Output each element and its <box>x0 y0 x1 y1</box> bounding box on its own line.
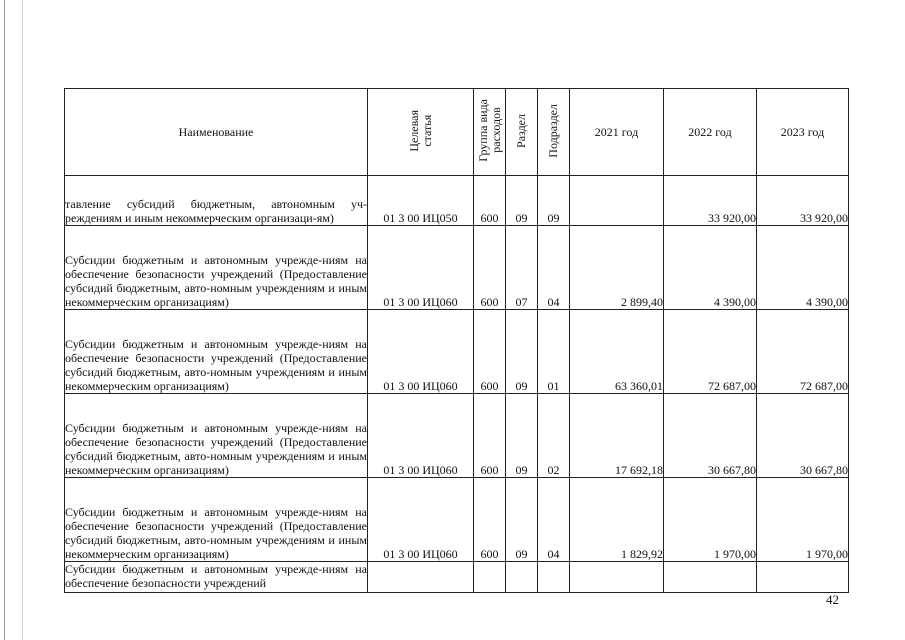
scan-edge <box>4 0 5 640</box>
row-subsection: 02 <box>538 394 570 478</box>
row-subsection: 04 <box>538 478 570 562</box>
row-section: 09 <box>506 478 538 562</box>
header-subsection: Подраздел <box>538 89 570 176</box>
row-expense-group: 600 <box>474 478 506 562</box>
row-2021: 1 829,92 <box>570 478 664 562</box>
budget-table <box>64 88 849 593</box>
row-section: 09 <box>506 394 538 478</box>
row-name: Субсидии бюджетным и автономным учрежде-ниям на обеспечение безопасности учреждений (Предоставление субсидий бюджетным, авто-номным учреждениям и иным некоммерческим организациям) <box>65 226 368 310</box>
header-2021: 2021 год <box>570 89 664 176</box>
row-2023: 4 390,00 <box>757 226 849 310</box>
row-section: 09 <box>506 176 538 226</box>
header-2022: 2022 год <box>664 89 757 176</box>
table-row <box>65 226 849 310</box>
row-target-article <box>368 562 474 593</box>
header-target-article: Целевая статья <box>368 89 474 176</box>
row-section: 09 <box>506 310 538 394</box>
row-target-article: 01 3 00 ИЦ050 <box>368 176 474 226</box>
row-expense-group: 600 <box>474 394 506 478</box>
row-2022: 30 667,80 <box>664 394 757 478</box>
row-2021: 63 360,01 <box>570 310 664 394</box>
table-row <box>65 310 849 394</box>
row-section: 07 <box>506 226 538 310</box>
row-subsection: 09 <box>538 176 570 226</box>
row-2023: 72 687,00 <box>757 310 849 394</box>
row-subsection: 01 <box>538 310 570 394</box>
header-section: Раздел <box>506 89 538 176</box>
row-expense-group: 600 <box>474 310 506 394</box>
table-row <box>65 478 849 562</box>
row-subsection <box>538 562 570 593</box>
table-row <box>65 394 849 478</box>
row-2022: 1 970,00 <box>664 478 757 562</box>
row-target-article: 01 3 00 ИЦ060 <box>368 394 474 478</box>
header-2023: 2023 год <box>757 89 849 176</box>
row-2021: 2 899,40 <box>570 226 664 310</box>
table-row-continued <box>65 562 849 593</box>
row-expense-group: 600 <box>474 176 506 226</box>
row-target-article: 01 3 00 ИЦ060 <box>368 226 474 310</box>
page-number: 42 <box>826 592 839 607</box>
table-row <box>65 176 849 226</box>
header-name: Наименование <box>65 89 368 176</box>
row-2021: 17 692,18 <box>570 394 664 478</box>
row-2022: 4 390,00 <box>664 226 757 310</box>
table-header-row <box>65 89 849 176</box>
row-target-article: 01 3 00 ИЦ060 <box>368 310 474 394</box>
row-2023: 1 970,00 <box>757 478 849 562</box>
row-2022 <box>664 562 757 593</box>
row-name: тавление субсидий бюджетным, автономным уч-реждениям и иным некоммерческим организаци-ям) <box>65 176 368 226</box>
row-expense-group <box>474 562 506 593</box>
row-name: Субсидии бюджетным и автономным учрежде-ниям на обеспечение безопасности учреждений (Предоставление субсидий бюджетным, авто-номным учреждениям и иным некоммерческим организациям) <box>65 478 368 562</box>
row-expense-group: 600 <box>474 226 506 310</box>
row-2022: 33 920,00 <box>664 176 757 226</box>
header-expense-group: Группа вида расходов <box>474 89 506 176</box>
row-2022: 72 687,00 <box>664 310 757 394</box>
scan-edge-faint <box>22 0 23 640</box>
row-subsection: 04 <box>538 226 570 310</box>
row-section <box>506 562 538 593</box>
row-name: Субсидии бюджетным и автономным учрежде-ниям на обеспечение безопасности учреждений (Предоставление субсидий бюджетным, авто-номным учреждениям и иным некоммерческим организациям) <box>65 394 368 478</box>
row-name: Субсидии бюджетным и автономным учрежде-ниям на обеспечение безопасности учреждений <box>65 562 368 593</box>
row-2023: 33 920,00 <box>757 176 849 226</box>
row-target-article: 01 3 00 ИЦ060 <box>368 478 474 562</box>
row-2021 <box>570 562 664 593</box>
row-2021 <box>570 176 664 226</box>
row-2023: 30 667,80 <box>757 394 849 478</box>
row-2023 <box>757 562 849 593</box>
row-name: Субсидии бюджетным и автономным учрежде-ниям на обеспечение безопасности учреждений (Предоставление субсидий бюджетным, авто-номным учреждениям и иным некоммерческим организациям) <box>65 310 368 394</box>
